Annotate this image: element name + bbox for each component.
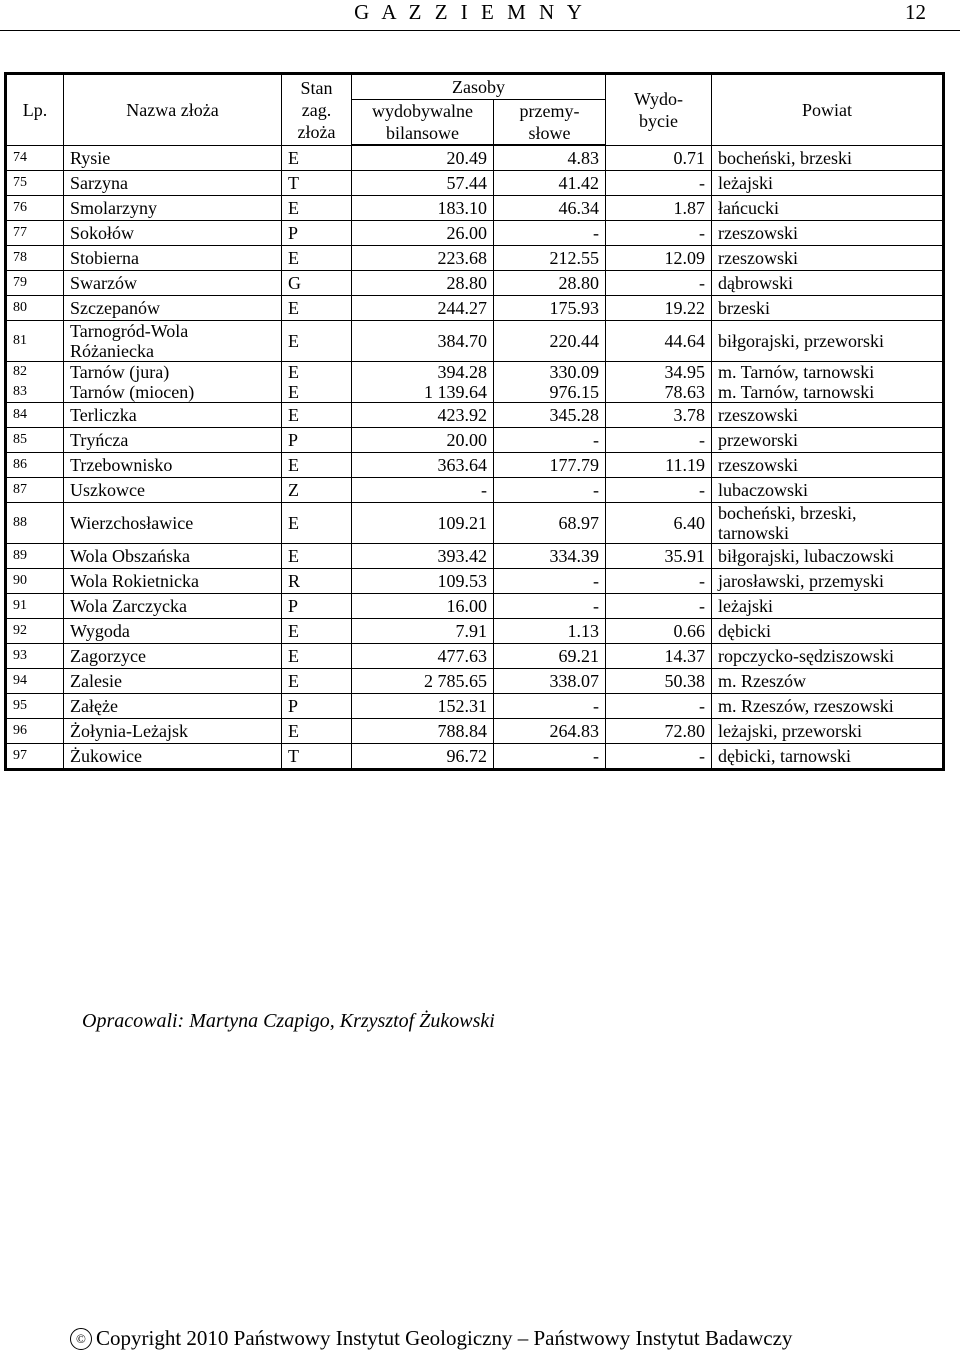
cell-extractable: 477.63 (352, 644, 494, 669)
cell-name (64, 362, 282, 403)
cell-lp: 80 (6, 296, 64, 321)
cell-district: jarosławski, przemyski (712, 569, 944, 594)
cell-production: 3.78 (606, 403, 712, 428)
cell-extractable-line: 394.28 (437, 362, 487, 382)
cell-status: P (282, 428, 352, 453)
cell-production: 12.09 (606, 246, 712, 271)
cell-industrial: - (494, 694, 606, 719)
cell-lp: 86 (6, 453, 64, 478)
table-row (6, 744, 944, 770)
cell-industrial: 220.44 (494, 321, 606, 362)
cell-production: 0.66 (606, 619, 712, 644)
cell-production: 50.38 (606, 669, 712, 694)
header-production (606, 74, 712, 146)
cell-name: Swarzów (64, 271, 282, 296)
header-production-line: bycie (639, 110, 678, 131)
cell-name-line: Tarnów (jura) (70, 362, 170, 382)
header-industrial-line: słowe (528, 123, 571, 143)
cell-extractable: 183.10 (352, 196, 494, 221)
header-name: Nazwa złoża (64, 74, 282, 146)
cell-extractable: 363.64 (352, 453, 494, 478)
cell-district-line: tarnowski (718, 523, 789, 543)
table-row (6, 453, 944, 478)
table-row (6, 544, 944, 569)
cell-production: - (606, 694, 712, 719)
cell-status-line: E (288, 362, 299, 382)
cell-district: biłgorajski, przeworski (712, 321, 944, 362)
header-status-line: zag. (301, 99, 332, 120)
header-extractable (352, 100, 494, 146)
cell-name: Wola Obszańska (64, 544, 282, 569)
cell-name: Wola Zarczycka (64, 594, 282, 619)
cell-name: Stobierna (64, 246, 282, 271)
cell-industrial: 1.13 (494, 619, 606, 644)
cell-district: brzeski (712, 296, 944, 321)
cell-extractable: 423.92 (352, 403, 494, 428)
table-row (6, 694, 944, 719)
cell-district: m. Rzeszów (712, 669, 944, 694)
cell-production: - (606, 171, 712, 196)
cell-name-line: Różaniecka (70, 341, 154, 361)
cell-status: Z (282, 478, 352, 503)
cell-lp: 97 (6, 744, 64, 770)
cell-lp: 92 (6, 619, 64, 644)
cell-district-line: bocheński, brzeski, (718, 503, 857, 523)
cell-extractable: 20.00 (352, 428, 494, 453)
cell-production: 11.19 (606, 453, 712, 478)
cell-status: E (282, 644, 352, 669)
cell-name: Załęże (64, 694, 282, 719)
cell-district: biłgorajski, lubaczowski (712, 544, 944, 569)
cell-status: E (282, 246, 352, 271)
cell-extractable (352, 362, 494, 403)
cell-status: T (282, 744, 352, 770)
cell-district-line: m. Tarnów, tarnowski (718, 382, 875, 402)
cell-lp: 78 (6, 246, 64, 271)
cell-production-line: 34.95 (664, 362, 705, 382)
cell-name (64, 321, 282, 362)
header-status-line: Stan (300, 77, 333, 98)
cell-status: P (282, 594, 352, 619)
cell-extractable: 384.70 (352, 321, 494, 362)
cell-district: dębicki (712, 619, 944, 644)
cell-industrial-line: 330.09 (549, 362, 599, 382)
cell-district: lubaczowski (712, 478, 944, 503)
cell-lp: 96 (6, 719, 64, 744)
cell-production: - (606, 428, 712, 453)
cell-name: Uszkowce (64, 478, 282, 503)
cell-production: - (606, 221, 712, 246)
cell-lp: 90 (6, 569, 64, 594)
cell-industrial (494, 362, 606, 403)
cell-status: E (282, 145, 352, 171)
cell-district: rzeszowski (712, 403, 944, 428)
cell-lp: 95 (6, 694, 64, 719)
cell-lp: 79 (6, 271, 64, 296)
cell-name: Zagorzyce (64, 644, 282, 669)
cell-district: łańcucki (712, 196, 944, 221)
cell-extractable: 96.72 (352, 744, 494, 770)
cell-status-line: E (288, 382, 299, 402)
cell-status: P (282, 694, 352, 719)
cell-production: 6.40 (606, 503, 712, 544)
cell-industrial: - (494, 569, 606, 594)
cell-industrial: 69.21 (494, 644, 606, 669)
cell-name: Rysie (64, 145, 282, 171)
cell-industrial: - (494, 428, 606, 453)
cell-name: Sarzyna (64, 171, 282, 196)
cell-name: Szczepanów (64, 296, 282, 321)
cell-district: leżajski (712, 171, 944, 196)
table-row (6, 296, 944, 321)
cell-name: Wierzchosławice (64, 503, 282, 544)
header-status (282, 74, 352, 146)
cell-status: E (282, 544, 352, 569)
cell-extractable-line: 1 139.64 (424, 382, 487, 402)
cell-extractable: 393.42 (352, 544, 494, 569)
cell-industrial: 264.83 (494, 719, 606, 744)
table-row (6, 644, 944, 669)
page-number: 12 (905, 0, 926, 24)
cell-extractable: 20.49 (352, 145, 494, 171)
header-divider (0, 30, 960, 31)
cell-production: - (606, 271, 712, 296)
cell-district: rzeszowski (712, 246, 944, 271)
cell-production: - (606, 594, 712, 619)
cell-industrial: 177.79 (494, 453, 606, 478)
cell-lp: 77 (6, 221, 64, 246)
cell-lp-line: 83 (13, 384, 27, 399)
cell-name: Wola Rokietnicka (64, 569, 282, 594)
cell-industrial: 68.97 (494, 503, 606, 544)
cell-production: - (606, 478, 712, 503)
cell-lp: 91 (6, 594, 64, 619)
cell-extractable: 2 785.65 (352, 669, 494, 694)
table-row (6, 503, 944, 544)
cell-extractable: 26.00 (352, 221, 494, 246)
header-reserves: Zasoby (352, 74, 606, 100)
cell-extractable: 788.84 (352, 719, 494, 744)
table-row (6, 196, 944, 221)
cell-production: 19.22 (606, 296, 712, 321)
table-row (6, 145, 944, 171)
cell-extractable: 152.31 (352, 694, 494, 719)
cell-status: E (282, 321, 352, 362)
table-row (6, 719, 944, 744)
cell-production: - (606, 744, 712, 770)
cell-district: dąbrowski (712, 271, 944, 296)
cell-name: Smolarzyny (64, 196, 282, 221)
cell-extractable: 109.53 (352, 569, 494, 594)
cell-district: leżajski (712, 594, 944, 619)
table-row (6, 619, 944, 644)
cell-name: Trzebownisko (64, 453, 282, 478)
cell-industrial: 212.55 (494, 246, 606, 271)
cell-status (282, 362, 352, 403)
cell-status: P (282, 221, 352, 246)
cell-industrial: 175.93 (494, 296, 606, 321)
cell-lp: 81 (6, 321, 64, 362)
cell-district: dębicki, tarnowski (712, 744, 944, 770)
cell-industrial: 41.42 (494, 171, 606, 196)
cell-industrial-line: 976.15 (549, 382, 599, 402)
cell-extractable: 223.68 (352, 246, 494, 271)
cell-production: 44.64 (606, 321, 712, 362)
cell-status: T (282, 171, 352, 196)
cell-industrial: 28.80 (494, 271, 606, 296)
cell-status: E (282, 669, 352, 694)
cell-district: ropczycko-sędziszowski (712, 644, 944, 669)
header-industrial (494, 100, 606, 146)
page-header-title: G A Z Z I E M N Y (354, 0, 586, 24)
cell-production (606, 362, 712, 403)
cell-production: - (606, 569, 712, 594)
copyright-icon: © (70, 1328, 92, 1350)
cell-name: Sokołów (64, 221, 282, 246)
cell-lp: 88 (6, 503, 64, 544)
cell-industrial: - (494, 221, 606, 246)
cell-name: Żukowice (64, 744, 282, 770)
table-row (6, 428, 944, 453)
cell-status: E (282, 619, 352, 644)
table-row (6, 171, 944, 196)
cell-name: Wygoda (64, 619, 282, 644)
header-district: Powiat (712, 74, 944, 146)
cell-status: R (282, 569, 352, 594)
header-extractable-line: wydobywalne (372, 101, 473, 121)
header-industrial-line: przemy- (519, 101, 580, 121)
cell-industrial: 345.28 (494, 403, 606, 428)
cell-lp: 76 (6, 196, 64, 221)
cell-status: E (282, 503, 352, 544)
cell-status: E (282, 196, 352, 221)
cell-district (712, 362, 944, 403)
cell-status: E (282, 403, 352, 428)
cell-lp: 75 (6, 171, 64, 196)
copyright-footer (70, 1326, 792, 1351)
cell-lp: 89 (6, 544, 64, 569)
cell-production: 1.87 (606, 196, 712, 221)
cell-lp: 84 (6, 403, 64, 428)
cell-lp-line: 82 (13, 364, 27, 379)
cell-extractable: 7.91 (352, 619, 494, 644)
table-row (6, 321, 944, 362)
table-row (6, 403, 944, 428)
cell-production: 72.80 (606, 719, 712, 744)
header-production-line: Wydo- (634, 88, 683, 109)
cell-district-line: m. Tarnów, tarnowski (718, 362, 875, 382)
cell-industrial: 4.83 (494, 145, 606, 171)
cell-lp: 94 (6, 669, 64, 694)
cell-status: E (282, 296, 352, 321)
table-row (6, 478, 944, 503)
cell-district: rzeszowski (712, 221, 944, 246)
cell-industrial: 46.34 (494, 196, 606, 221)
table-row (6, 246, 944, 271)
cell-status: G (282, 271, 352, 296)
cell-lp (6, 362, 64, 403)
cell-extractable: 57.44 (352, 171, 494, 196)
cell-extractable: - (352, 478, 494, 503)
cell-industrial: - (494, 594, 606, 619)
gas-deposits-table (4, 72, 945, 771)
cell-district: m. Rzeszów, rzeszowski (712, 694, 944, 719)
cell-production-line: 78.63 (664, 382, 705, 402)
cell-production: 0.71 (606, 145, 712, 171)
table-row (6, 669, 944, 694)
cell-name: Tryńcza (64, 428, 282, 453)
copyright-text: Copyright 2010 Państwowy Instytut Geologiczny – Państwowy Instytut Badawczy (96, 1326, 793, 1350)
cell-industrial: 334.39 (494, 544, 606, 569)
cell-status: E (282, 719, 352, 744)
cell-lp: 74 (6, 145, 64, 171)
cell-name: Terliczka (64, 403, 282, 428)
cell-name: Zalesie (64, 669, 282, 694)
cell-lp: 93 (6, 644, 64, 669)
cell-extractable: 28.80 (352, 271, 494, 296)
header-lp: Lp. (6, 74, 64, 146)
cell-district: rzeszowski (712, 453, 944, 478)
cell-name-line: Tarnogród-Wola (70, 321, 189, 341)
cell-extractable: 109.21 (352, 503, 494, 544)
table-row (6, 271, 944, 296)
cell-industrial: - (494, 478, 606, 503)
header-extractable-line: bilansowe (386, 123, 459, 143)
cell-extractable: 244.27 (352, 296, 494, 321)
table-row (6, 569, 944, 594)
table-row (6, 594, 944, 619)
cell-district: leżajski, przeworski (712, 719, 944, 744)
cell-industrial: - (494, 744, 606, 770)
cell-lp: 85 (6, 428, 64, 453)
cell-district (712, 503, 944, 544)
cell-production: 14.37 (606, 644, 712, 669)
cell-lp: 87 (6, 478, 64, 503)
cell-industrial: 338.07 (494, 669, 606, 694)
table-row (6, 362, 944, 403)
cell-production: 35.91 (606, 544, 712, 569)
cell-district: przeworski (712, 428, 944, 453)
authors-credit: Opracowali: Martyna Czapigo, Krzysztof Żukowski (82, 1010, 495, 1032)
cell-status: E (282, 453, 352, 478)
cell-name-line: Tarnów (miocen) (70, 382, 195, 402)
table-row (6, 221, 944, 246)
cell-extractable: 16.00 (352, 594, 494, 619)
header-status-line: złoża (297, 121, 336, 142)
cell-name: Żołynia-Leżajsk (64, 719, 282, 744)
cell-district: bocheński, brzeski (712, 145, 944, 171)
